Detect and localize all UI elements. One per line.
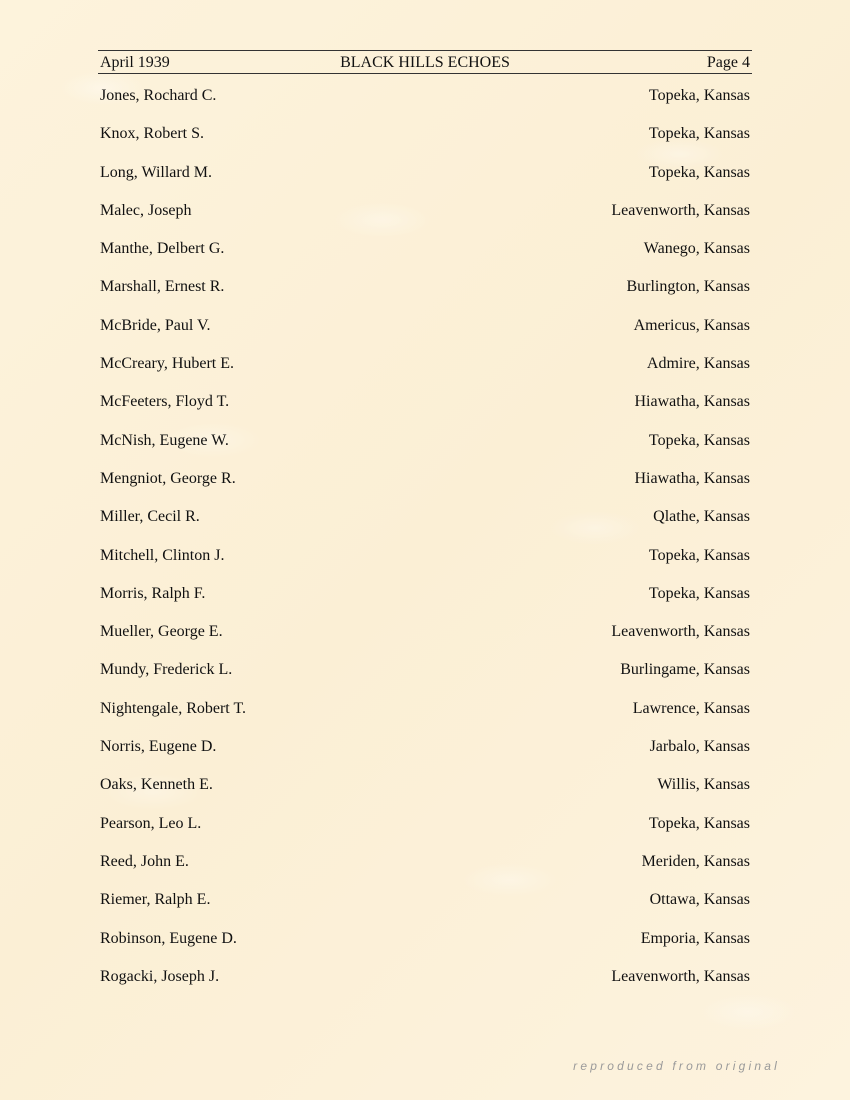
member-hometown: Burlingame, Kansas [620,661,750,679]
member-hometown: Hiawatha, Kansas [634,393,750,411]
member-name: Morris, Ralph F. [100,584,206,602]
roster-row [100,813,750,851]
member-roster [100,85,750,1004]
member-name: Rogacki, Joseph J. [100,967,220,985]
roster-row [100,238,750,276]
roster-row [100,85,750,123]
member-name: McFeeters, Floyd T. [100,393,230,411]
roster-row [100,468,750,506]
member-name: Pearson, Leo L. [100,814,202,832]
member-hometown: Topeka, Kansas [648,431,750,449]
reproduction-note: reproduced from original [573,1059,780,1073]
member-name: McCreary, Hubert E. [100,355,235,373]
publication-title: BLACK HILLS ECHOES [340,54,510,71]
member-name: Long, Willard M. [100,163,212,181]
member-name: Marshall, Ernest R. [100,278,225,296]
roster-row [100,430,750,468]
member-name: Mueller, George E. [100,623,223,641]
member-name: Manthe, Delbert G. [100,240,225,258]
roster-row [100,621,750,659]
member-hometown: Ottawa, Kansas [649,891,750,909]
member-name: Miller, Cecil R. [100,508,200,526]
roster-row [100,889,750,927]
member-name: Mundy, Frederick L. [100,661,233,679]
member-name: Nightengale, Robert T. [100,699,247,717]
member-name: Malec, Joseph [100,201,192,219]
roster-row [100,774,750,812]
roster-row [100,506,750,544]
member-hometown: Leavenworth, Kansas [611,201,750,219]
member-hometown: Hiawatha, Kansas [634,469,750,487]
member-hometown: Topeka, Kansas [648,584,750,602]
roster-row [100,736,750,774]
page-header [98,50,752,74]
member-hometown: Admire, Kansas [646,355,750,373]
member-hometown: Topeka, Kansas [648,546,750,564]
member-name: Oaks, Kenneth E. [100,776,213,794]
roster-row [100,276,750,314]
issue-date: April 1939 [100,54,170,71]
member-hometown: Topeka, Kansas [648,163,750,181]
roster-row [100,928,750,966]
member-hometown: Topeka, Kansas [648,814,750,832]
member-hometown: Topeka, Kansas [648,125,750,143]
roster-row [100,162,750,200]
roster-row [100,583,750,621]
member-name: Riemer, Ralph E. [100,891,211,909]
member-name: Knox, Robert S. [100,125,204,143]
member-name: McNish, Eugene W. [100,431,229,449]
member-name: Reed, John E. [100,852,189,870]
roster-row [100,966,750,1004]
page-number: Page 4 [706,54,750,71]
member-hometown: Leavenworth, Kansas [611,967,750,985]
member-hometown: Jarbalo, Kansas [649,738,750,756]
roster-row [100,123,750,161]
roster-row [100,391,750,429]
member-hometown: Willis, Kansas [657,776,750,794]
member-hometown: Emporia, Kansas [640,929,750,947]
member-hometown: Qlathe, Kansas [653,508,750,526]
roster-row [100,353,750,391]
member-hometown: Americus, Kansas [633,316,750,334]
member-hometown: Burlington, Kansas [626,278,750,296]
roster-row [100,659,750,697]
roster-row [100,545,750,583]
member-name: Mengniot, George R. [100,469,236,487]
roster-row [100,200,750,238]
member-hometown: Meriden, Kansas [641,852,750,870]
member-name: McBride, Paul V. [100,316,211,334]
roster-row [100,698,750,736]
member-hometown: Lawrence, Kansas [632,699,750,717]
member-hometown: Wanego, Kansas [643,240,750,258]
member-name: Robinson, Eugene D. [100,929,237,947]
member-hometown: Topeka, Kansas [648,87,750,104]
roster-row [100,315,750,353]
member-name: Jones, Rochard C. [100,87,217,104]
member-name: Mitchell, Clinton J. [100,546,225,564]
member-name: Norris, Eugene D. [100,738,217,756]
member-hometown: Leavenworth, Kansas [611,623,750,641]
roster-row [100,851,750,889]
